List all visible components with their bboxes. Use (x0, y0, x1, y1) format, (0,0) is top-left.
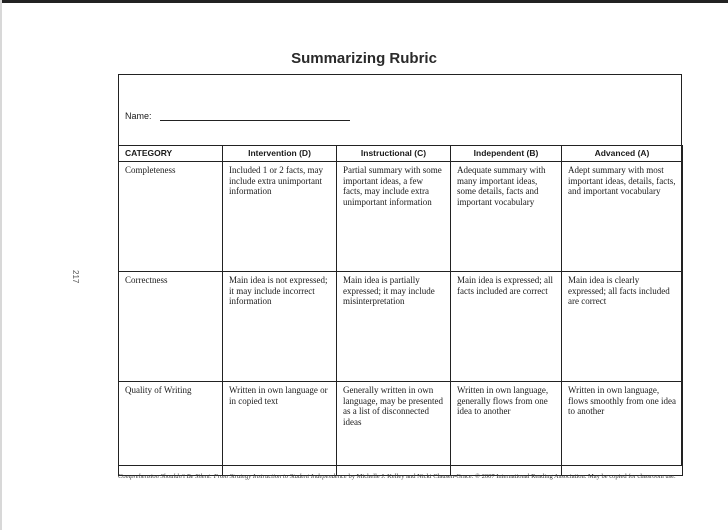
table-cell: Adequate summary with many important ideas, some details, facts and important vocabulary (451, 162, 562, 272)
table-cell: Main idea is not expressed; it may include incorrect information (223, 272, 337, 382)
category-quality-of-writing: Quality of Writing (119, 382, 223, 476)
header-intervention: Intervention (D) (223, 146, 337, 162)
category-completeness: Completeness (119, 162, 223, 272)
header-row (119, 146, 683, 162)
table-cell: Main idea is expressed; all facts included are correct (451, 272, 562, 382)
name-field-line (160, 120, 350, 121)
page-number: 217 (71, 270, 80, 284)
table-row (119, 162, 683, 272)
table-cell: Main idea is partially expressed; it may include misinterpretation (337, 272, 451, 382)
table-row (119, 272, 683, 382)
name-row (119, 75, 681, 145)
copyright-footer (118, 473, 684, 481)
table-cell: Adept summary with most important ideas, details, facts, and important vocabulary (562, 162, 683, 272)
footer-book-title: Comprehension Shouldn't Be Silent: From Strategy Instruction to Student Independence (118, 473, 347, 480)
table-cell: Generally written in own language, may be presented as a list of disconnected ideas (337, 382, 451, 476)
header-advanced: Advanced (A) (562, 146, 683, 162)
category-correctness: Correctness (119, 272, 223, 382)
table-row (119, 382, 683, 476)
name-label: Name: (125, 111, 152, 121)
header-independent: Independent (B) (451, 146, 562, 162)
table-cell: Written in own language, flows smoothly from one idea to another (562, 382, 683, 476)
table-cell: Main idea is clearly expressed; all facts included are correct (562, 272, 683, 382)
rubric-table (118, 145, 683, 476)
table-cell: Included 1 or 2 facts, may include extra unimportant information (223, 162, 337, 272)
header-category: CATEGORY (119, 146, 223, 162)
table-cell: Partial summary with some important ideas, a few facts, may include extra unimportant information (337, 162, 451, 272)
page-edge (0, 0, 2, 530)
rubric-frame (118, 74, 682, 466)
top-border (0, 0, 728, 3)
page-title: Summarizing Rubric (291, 50, 437, 67)
table-cell: Written in own language or in copied text (223, 382, 337, 476)
header-instructional: Instructional (C) (337, 146, 451, 162)
table-cell: Written in own language, generally flows from one idea to another (451, 382, 562, 476)
footer-credit: by Michelle J. Kelley and Nicki Clausen-Grace. © 2007 International Reading Association. May be copied for classroom use. (346, 473, 676, 480)
